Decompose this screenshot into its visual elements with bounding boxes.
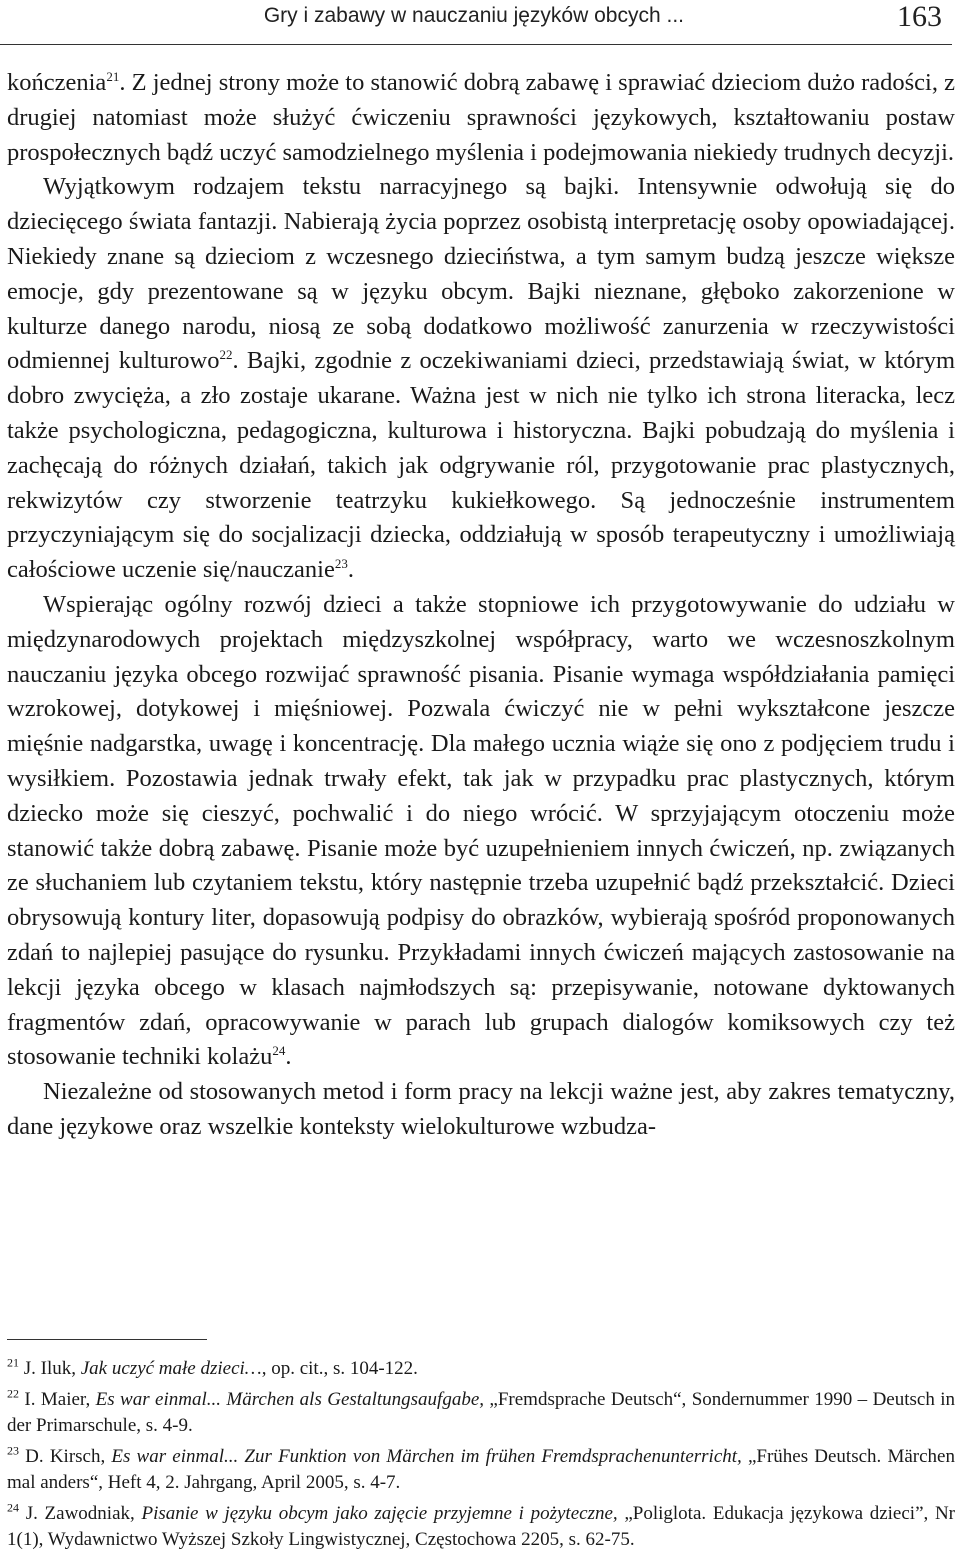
- paragraph: [7, 170, 955, 588]
- body-text: [7, 66, 955, 1145]
- cited-title: Jak uczyć małe dzieci…: [80, 1358, 262, 1379]
- footnote: [7, 1356, 955, 1383]
- text-run: , op. cit., s. 104-122.: [261, 1358, 418, 1379]
- footnote-reference[interactable]: 22: [219, 347, 233, 363]
- footnote-reference[interactable]: 23: [334, 556, 348, 571]
- text-run: .: [347, 556, 354, 584]
- footnote-reference[interactable]: 24: [272, 1043, 286, 1059]
- footnotes: [7, 1356, 955, 1558]
- text-run: Wspierając ogólny rozwój dzieci a także stopniowe ich przygotowywanie do udziału w międzynarodowych projektach międzyszkolnej współpracy, warto we wczesnoszkolnym nauczaniu języka obcego rozwijać sprawność pisania. Pisanie wymaga współdziałania pamięci wzrokowej, dotykowej i mięśniowej. Pozwala ćwiczyć nie w pełni wykształcone jeszcze mięśnie nadgarstka, uwagę i koncentrację. Dla małego ucznia wiąże się ono z podjęciem trudu i wysiłkiem. Pozostawia jednak trwały efekt, tak jak w przypadku prac plastycznych, którym dziecko może się cieszyć, pochwalić i do niego wrócić. W sprzyjającym otoczeniu może stanowić także dobrą zabawę. Pisanie może być uzupełnieniem innych ćwiczeń, np. związanych ze słuchaniem lub czytaniem tekstu, który następnie trzeba uzupełnić bądź przekształcić. Dzieci obrysowują kontury liter, dopasowują podpisy do obrazków, wybierają spośród proponowanych zdań to najlepiej pasujące do rysunku. Przykładami innych ćwiczeń mających zastosowanie na lekcji języka obcego w klasach najmłodszych są: przepisywanie, notowane dyktowanych fragmentów zdań, opracowywanie w parach lub grupach dialogów komiksowych czy też stosowanie techniki kolażu: [7, 590, 955, 1071]
- paragraph: [7, 66, 955, 170]
- running-title: Gry i zabawy w nauczaniu języków obcych ...: [263, 4, 684, 27]
- text-run: . Bajki, zgodnie z oczekiwaniami dzieci, przedstawiają świat, w którym dobro zwycięża, a zło zostaje ukarane. Ważna jest w nich nie tylko ich strona literacka, lecz także psychologiczna, pedagogiczna, kulturowa i historyczna. Bajki pobudzają do myślenia i zachęcają do różnych działań, takich jak odgrywanie ról, przygotowanie prac plastycznych, rekwizytów czy stworzenie teatrzyku kukiełkowego. Są jednocześnie instrumentem przyczyniającym się do socjalizacji dziecka, oddziałują w sposób terapeutyczny i umożliwiają całościowe uczenie się/nauczanie: [7, 347, 955, 584]
- footnote-separator: [7, 1339, 207, 1340]
- text-run: I. Maier,: [19, 1388, 96, 1410]
- text-run: .: [285, 1043, 292, 1071]
- text-run: . Z jednej strony może to stanowić dobrą zabawę i sprawiać dzieciom dużo radości, z drugiej natomiast może służyć ćwiczeniu sprawności językowych, kształtowaniu postaw prospołecznych bądź uczyć samodzielnego myślenia i podejmowania niekiedy trudnych decyzji.: [7, 69, 955, 166]
- text-run: Wyjątkowym rodzajem tekstu narracyjnego są bajki. Intensywnie odwołują się do dziecięcego świata fantazji. Nabierają życia poprzez osobistą interpretację osoby opowiadającej. Niekiedy znane są dzieciom z wczesnego dzieciństwa, a tym samym budzą jeszcze większe emocje, gdy prezentowane są w języku obcym. Bajki nieznane, głęboko zakorzenione w kulturze danego narodu, niosą ze sobą dodatkowo możliwość zanurzenia w rzeczywistości odmiennej kulturowo: [7, 173, 955, 375]
- text-run: „Poliglota. Edukacja językowa dzieci”, Nr 1(1), Wydawnictwo Wyższej Szkoły Lingwistycznej, Częstochowa 2205, s. 62-75.: [7, 1502, 955, 1550]
- text-run: „Fremdsprache Deutsch“, Sondernummer 1990 – Deutsch in der Primarschule, s. 4-9.: [7, 1388, 956, 1436]
- footnote-number: 21: [7, 1355, 19, 1370]
- cited-title: Es war einmal... Zur Funktion von Märchen im frühen Fremdsprachenunterricht,: [111, 1445, 742, 1467]
- cited-title: Pisanie w języku obcym jako zajęcie przyjemne i pożyteczne,: [141, 1502, 618, 1524]
- text-run: J. Zawodniak,: [19, 1502, 142, 1524]
- paragraph: [7, 1075, 955, 1145]
- footnote-number: 22: [7, 1386, 19, 1401]
- footnote: [7, 1501, 955, 1554]
- text-run: kończenia: [7, 69, 107, 96]
- text-run: J. Iluk,: [19, 1358, 81, 1379]
- footnote-number: 23: [7, 1443, 19, 1458]
- text-run: D. Kirsch,: [19, 1445, 112, 1467]
- page-number: 163: [897, 0, 942, 33]
- footnote-number: 24: [7, 1500, 19, 1515]
- text-run: „Frühes Deutsch. Märchen mal anders“, Heft 4, 2. Jahrgang, April 2005, s. 4-7.: [7, 1445, 955, 1493]
- footnote: [7, 1387, 955, 1440]
- footnote-reference[interactable]: 21: [106, 68, 120, 84]
- running-header: [0, 0, 952, 45]
- cited-title: Es war einmal... Märchen als Gestaltungsaufgabe,: [95, 1388, 484, 1410]
- text-run: Niezależne od stosowanych metod i form pracy na lekcji ważne jest, aby zakres tematyczny, dane językowe oraz wszelkie konteksty wielokulturowe wzbudza-: [7, 1078, 955, 1140]
- paragraph: [7, 588, 955, 1075]
- footnote: [7, 1444, 955, 1497]
